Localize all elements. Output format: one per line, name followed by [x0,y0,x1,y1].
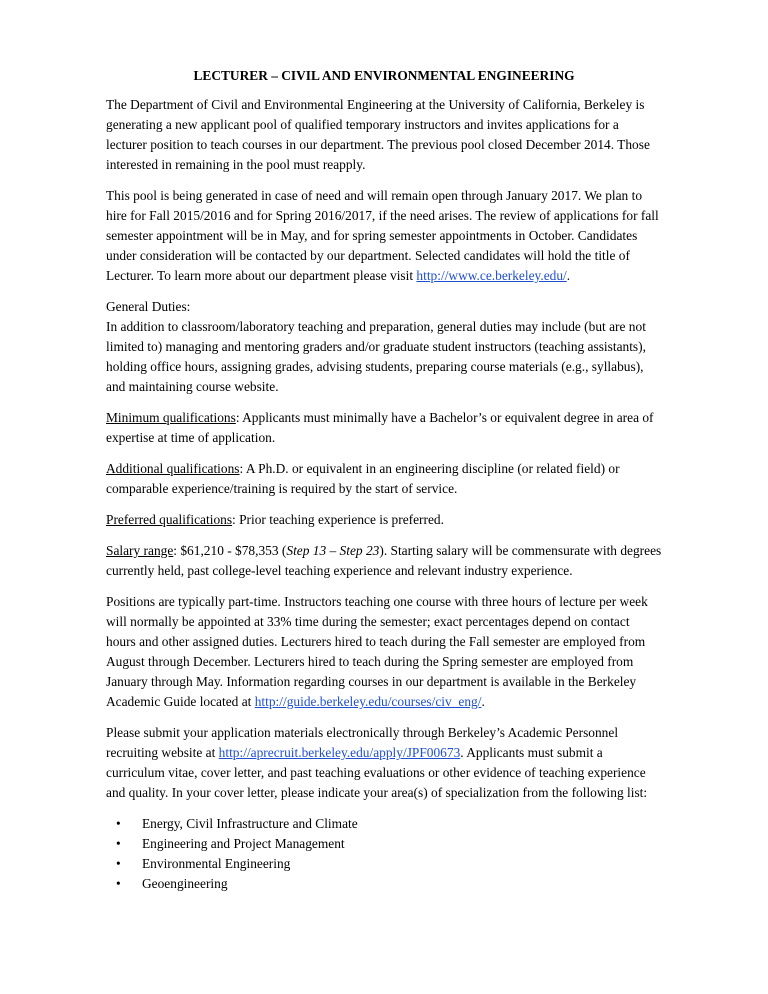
positions-text: Positions are typically part-time. Instructors teaching one course with three hours of lecture per week will normally be appointed at 33% time during the semester; exact percentages depend on contact hours and other assigned duties. Lecturers hired to teach during the Fall semester are employed from August through December. Lecturers hired to teach during the Spring semester are employed from January through May. Information regarding courses in our department is available in the Berkeley Academic Guide located at [106,594,648,709]
list-item [116,854,662,874]
pool-text-end: . [566,268,571,283]
submit-text: Please submit your application materials electronically through Berkeley’s Academic Personnel recruiting website at [106,725,619,760]
salary-steps: Step 13 – Step 23 [286,543,380,558]
additional-qualifications-label: Additional qualifications [106,461,240,476]
specialization-list [106,814,662,894]
apply-link[interactable]: http://aprecruit.berkeley.edu/apply/JPF00673 [218,745,461,760]
document-title: LECTURER – CIVIL AND ENVIRONMENTAL ENGINEERING [193,68,575,83]
bullet-icon: • [116,856,121,871]
salary-text: ). Starting salary will be commensurate with degrees currently held, past college-level teaching experience and relevant industry experience. [106,543,662,578]
specialization-label: Energy, Civil Infrastructure and Climate [142,816,358,831]
positions-paragraph [106,592,662,712]
submit-paragraph [106,723,662,803]
positions-text-end: . [481,694,485,709]
specialization-label: Environmental Engineering [142,856,291,871]
academic-guide-link[interactable]: http://guide.berkeley.edu/courses/civ_eng/ [254,694,482,709]
department-website-link[interactable]: http://www.ce.berkeley.edu/ [416,268,567,283]
general-duties-paragraph [106,297,662,397]
bullet-icon: • [116,836,121,851]
minimum-qualifications-label: Minimum qualifications [106,410,236,425]
minimum-qualifications-text: : Applicants must minimally have a Bachelor’s or equivalent degree in area of expertise at time of application. [106,410,654,445]
preferred-qualifications-label: Preferred qualifications [106,512,233,527]
salary-range-value: : $61,210 - $78,353 ( [173,543,287,558]
minimum-qualifications-paragraph [106,408,662,448]
pool-paragraph [106,186,662,286]
bullet-icon: • [116,876,121,891]
additional-qualifications-paragraph [106,459,662,499]
general-duties-text: In addition to classroom/laboratory teaching and preparation, general duties may include (but are not limited to) managing and mentoring graders and/or graduate student instructors (teaching assistants), holding office hours, assigning grades, advising students, preparing course materials (e.g., syllabus), and maintaining course website. [106,319,646,394]
specialization-label: Engineering and Project Management [142,836,345,851]
bullet-icon: • [116,816,121,831]
general-duties-heading: General Duties: [106,299,191,314]
submit-text-end: . Applicants must submit a curriculum vitae, cover letter, and past teaching evaluations or other evidence of teaching experience and quality. In your cover letter, please indicate your area(s) of specialization from the following list: [106,745,648,800]
preferred-qualifications-text: : Prior teaching experience is preferred. [232,512,444,527]
intro-text: The Department of Civil and Environmental Engineering at the University of California, Berkeley is generating a new applicant pool of qualified temporary instructors and invites applications for a lecturer position to teach courses in our department. The previous pool closed December 2014. Those interested in remaining in the pool must reapply. [106,97,650,172]
specialization-label: Geoengineering [142,876,228,891]
pool-text: This pool is being generated in case of need and will remain open through January 2017. We plan to hire for Fall 2015/2016 and for Spring 2016/2017, if the need arises. The review of applications for fall semester appointment will be in May, and for spring semester appointments in October. Candidates under consideration will be contacted by our department. Selected candidates will hold the title of Lecturer. To learn more about our department please visit [106,188,659,283]
salary-range-label: Salary range [106,543,174,558]
salary-paragraph [106,541,662,581]
intro-paragraph [106,95,662,175]
preferred-qualifications-paragraph [106,510,662,530]
list-item [116,874,662,894]
additional-qualifications-text: : A Ph.D. or equivalent in an engineering discipline (or related field) or comparable experience/training is required by the start of service. [106,461,620,496]
list-item [116,834,662,854]
list-item [116,814,662,834]
